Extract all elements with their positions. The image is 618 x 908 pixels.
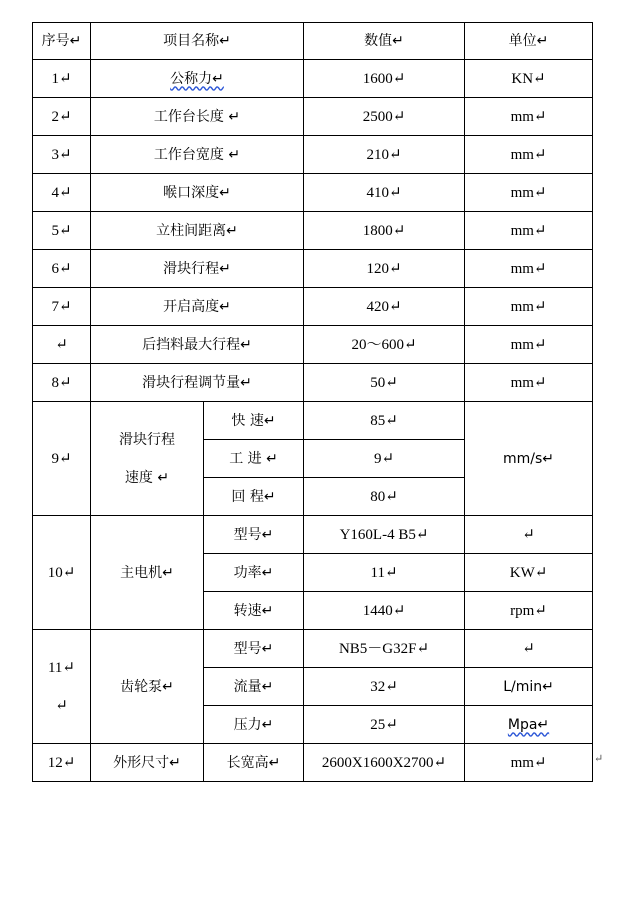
table-row [33, 212, 593, 250]
row-name [91, 60, 304, 98]
pump-value: 25↵ [304, 706, 465, 744]
table-row [33, 60, 593, 98]
row-seq: 4↵ [33, 174, 91, 212]
speed-group-row [33, 402, 593, 440]
row-unit: mm↵ [465, 136, 593, 174]
pump-seq [33, 630, 91, 744]
motor-name: 主电机↵ [91, 516, 204, 630]
speed-seq: 9↵ [33, 402, 91, 516]
speed-name-line2: 速度 ↵ [124, 469, 170, 486]
pump-sub: 流量↵ [204, 668, 304, 706]
dims-unit: mm↵ [465, 744, 593, 782]
table-header-row [33, 23, 593, 60]
motor-sub: 转速↵ [204, 592, 304, 630]
header-value: 数值↵ [304, 23, 465, 60]
pump-seq-line1: 11↵ [47, 659, 75, 676]
motor-seq: 10↵ [33, 516, 91, 630]
row-unit: mm↵ [465, 212, 593, 250]
table-row [33, 98, 593, 136]
dims-value: 2600X1600X2700↵ [304, 744, 465, 782]
pump-unit: ↵ [465, 630, 593, 668]
header-unit: 单位↵ [465, 23, 593, 60]
pump-seq-line2: ↵ [55, 697, 68, 714]
row-name: 开启高度↵ [91, 288, 304, 326]
speed-sub: 快 速↵ [204, 402, 304, 440]
dims-seq: 12↵ [33, 744, 91, 782]
row-seq: 3↵ [33, 136, 91, 174]
pump-sub: 压力↵ [204, 706, 304, 744]
table-row [33, 364, 593, 402]
spec-table [32, 22, 593, 782]
trailing-paragraph-mark: ↵ [594, 752, 604, 765]
speed-value: 80↵ [304, 478, 465, 516]
pump-group-row [33, 630, 593, 668]
motor-group-row [33, 516, 593, 554]
row-unit: mm↵ [465, 288, 593, 326]
row-unit: mm↵ [465, 174, 593, 212]
table-row [33, 744, 593, 782]
pump-unit [465, 706, 593, 744]
speed-value: 85↵ [304, 402, 465, 440]
speed-sub: 工 进 ↵ [204, 440, 304, 478]
motor-sub: 型号↵ [204, 516, 304, 554]
row-value: 410↵ [304, 174, 465, 212]
row-value: 2500↵ [304, 98, 465, 136]
row-value: 210↵ [304, 136, 465, 174]
speed-value: 9↵ [304, 440, 465, 478]
row-name: 工作台长度 ↵ [91, 98, 304, 136]
row-name: 滑块行程↵ [91, 250, 304, 288]
row-seq: ↵ [33, 326, 91, 364]
row-unit: mm↵ [465, 364, 593, 402]
row-unit: mm↵ [465, 326, 593, 364]
motor-unit: rpm↵ [465, 592, 593, 630]
speed-name [91, 402, 204, 516]
speed-name-line1: 滑块行程 [119, 431, 175, 448]
speed-sub: 回 程↵ [204, 478, 304, 516]
pump-value: NB5－G32F↵ [304, 630, 465, 668]
pump-unit-text: Mpa↵ [507, 716, 550, 733]
dims-sub: 长宽高↵ [204, 744, 304, 782]
row-value: 50↵ [304, 364, 465, 402]
row-seq: 5↵ [33, 212, 91, 250]
motor-unit: KW↵ [465, 554, 593, 592]
row-name: 工作台宽度 ↵ [91, 136, 304, 174]
row-seq: 8↵ [33, 364, 91, 402]
dims-name: 外形尺寸↵ [91, 744, 204, 782]
motor-value: 1440↵ [304, 592, 465, 630]
speed-unit: mm/s↵ [465, 402, 593, 516]
row-unit: mm↵ [465, 98, 593, 136]
pump-unit: L/min↵ [465, 668, 593, 706]
table-row [33, 326, 593, 364]
header-name: 项目名称↵ [91, 23, 304, 60]
row-value: 20～600↵ [304, 326, 465, 364]
row-value: 1800↵ [304, 212, 465, 250]
row-name: 立柱间距离↵ [91, 212, 304, 250]
row-value: 120↵ [304, 250, 465, 288]
pump-name: 齿轮泵↵ [91, 630, 204, 744]
motor-value: Y160L-4 B5↵ [304, 516, 465, 554]
pump-sub: 型号↵ [204, 630, 304, 668]
row-seq: 7↵ [33, 288, 91, 326]
motor-unit: ↵ [465, 516, 593, 554]
table-row [33, 288, 593, 326]
pump-value: 32↵ [304, 668, 465, 706]
row-name-text: 公称力↵ [170, 70, 224, 87]
row-unit: KN↵ [465, 60, 593, 98]
row-seq: 2↵ [33, 98, 91, 136]
table-row [33, 250, 593, 288]
row-value: 1600↵ [304, 60, 465, 98]
motor-sub: 功率↵ [204, 554, 304, 592]
row-name: 喉口深度↵ [91, 174, 304, 212]
row-seq: 1↵ [33, 60, 91, 98]
motor-value: 11↵ [304, 554, 465, 592]
table-row [33, 174, 593, 212]
header-seq: 序号↵ [33, 23, 91, 60]
table-row [33, 136, 593, 174]
row-name: 后挡料最大行程↵ [91, 326, 304, 364]
row-seq: 6↵ [33, 250, 91, 288]
row-unit: mm↵ [465, 250, 593, 288]
row-name: 滑块行程调节量↵ [91, 364, 304, 402]
row-value: 420↵ [304, 288, 465, 326]
